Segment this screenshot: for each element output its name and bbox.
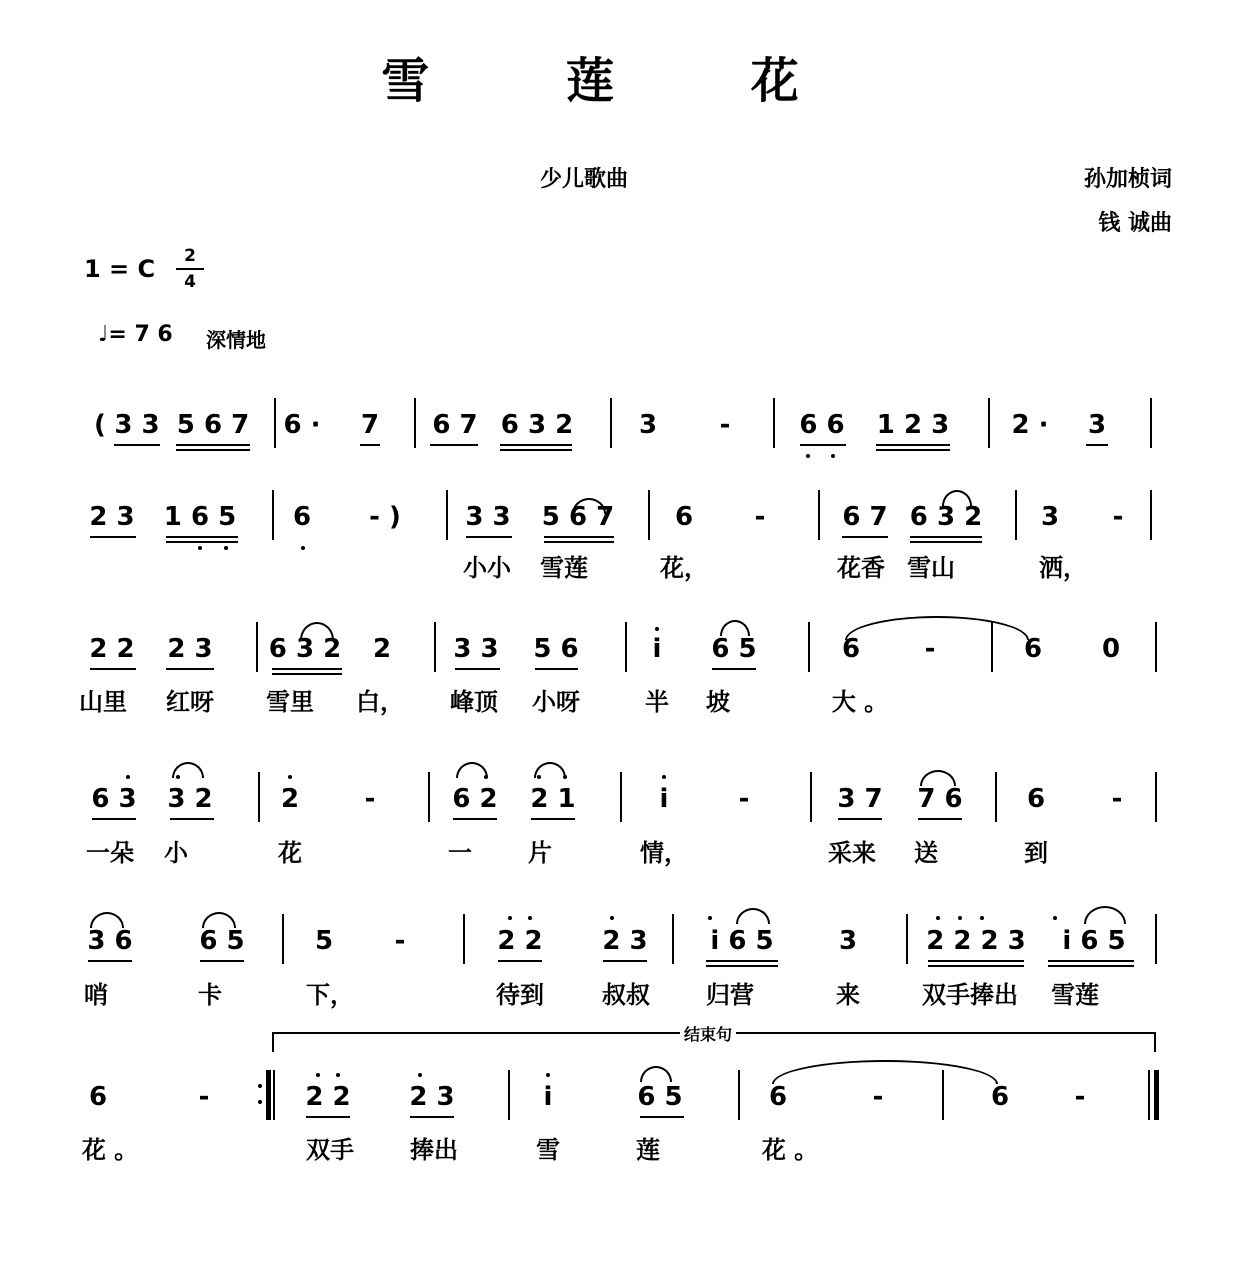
lyric-syllable: 大 。 [831, 688, 889, 716]
lyric-syllable: 来 [836, 981, 860, 1009]
beam-underline [92, 818, 136, 820]
octave-dot [936, 916, 940, 920]
barline [808, 622, 810, 672]
barline [508, 1070, 510, 1120]
lyric-syllable: 红呀 [166, 688, 214, 716]
lyric-syllable: 卡 [198, 981, 222, 1009]
lyric-syllable: 雪山 [907, 554, 955, 582]
octave-dot [288, 775, 292, 779]
note-group: 3 6 [87, 926, 133, 956]
beam-underline [455, 668, 500, 670]
barline [818, 490, 820, 540]
final-barline [1154, 1070, 1159, 1120]
lyric-syllable: 待到 [496, 981, 544, 1009]
note-group: 3 [638, 410, 658, 440]
beam-underline [498, 960, 542, 962]
slur [772, 1060, 998, 1084]
coda-label: 结束句 [680, 1022, 736, 1045]
barline [995, 772, 997, 822]
song-title: 雪 莲 花 [381, 53, 859, 109]
slur [720, 620, 750, 636]
repeat-dot [258, 1100, 262, 1104]
note-group: 2 2 [305, 1082, 351, 1112]
note-group: 6 5 [637, 1082, 683, 1112]
lyric-syllable: 哨 [84, 981, 108, 1009]
final-barline [1148, 1070, 1150, 1120]
note-group: - [394, 926, 406, 956]
octave-dot [610, 916, 614, 920]
barline [272, 490, 274, 540]
note-group: - [1112, 502, 1124, 532]
note-group: 2 [372, 634, 392, 664]
barline [620, 772, 622, 822]
lyric-syllable: 下， [306, 981, 354, 1009]
beam-underline [430, 444, 478, 446]
note-group: 6 · [283, 410, 321, 440]
beam-underline [170, 818, 214, 820]
beam-underline [1086, 444, 1108, 446]
octave-dot [980, 916, 984, 920]
note-group: 2 2 [89, 634, 135, 664]
beam-underline [928, 960, 1024, 962]
note-group: 6 5 [199, 926, 245, 956]
note-group: 2 3 [409, 1082, 455, 1112]
note-group: - [754, 502, 766, 532]
time-sig-top: 2 [184, 246, 196, 266]
beam-underline [166, 668, 214, 670]
beam-underline [90, 536, 136, 538]
octave-dot [336, 1073, 340, 1077]
lyric-syllable: 归营 [706, 981, 754, 1009]
beam-underline [838, 818, 882, 820]
barline [414, 398, 416, 448]
barline [906, 914, 908, 964]
octave-dot [418, 1073, 422, 1077]
octave-dot-low [224, 546, 228, 550]
note-group: 2 1 [530, 784, 576, 814]
note-group: 7 [360, 410, 380, 440]
time-sig-bottom: 4 [184, 272, 196, 292]
lyric-syllable: 莲 [636, 1136, 660, 1164]
note-group: 5 6 7 [176, 410, 250, 440]
note-group: 6 3 [91, 784, 137, 814]
note-group: 3 3 [114, 410, 160, 440]
barline [810, 772, 812, 822]
barline [1150, 490, 1152, 540]
note-group: 6 5 [711, 634, 757, 664]
note-group: 2 2 [497, 926, 543, 956]
note-group: - [924, 634, 936, 664]
barline [1015, 490, 1017, 540]
note-group: 2 3 [167, 634, 213, 664]
beam-underline [176, 449, 250, 451]
barline [258, 772, 260, 822]
lyric-syllable: 捧出 [410, 1136, 458, 1164]
beam-underline [712, 668, 756, 670]
beam-underline [176, 444, 250, 446]
lyric-syllable: 送 [914, 839, 938, 867]
note-group: 6 3 2 [268, 634, 342, 664]
note-group: 6 [1023, 634, 1043, 664]
beam-underline [603, 960, 647, 962]
octave-dot [1053, 916, 1057, 920]
beam-underline [928, 965, 1024, 967]
note-group: 3 3 [465, 502, 511, 532]
octave-dot-low [301, 546, 305, 550]
composer-credit: 钱 诚曲 [1098, 211, 1172, 236]
slur [172, 762, 204, 778]
slur [640, 1066, 672, 1082]
lyric-syllable: 雪莲 [1051, 981, 1099, 1009]
barline [446, 490, 448, 540]
note-group: 6 3 2 [909, 502, 983, 532]
lyric-syllable: 片 [528, 839, 552, 867]
note-group: - [738, 784, 750, 814]
note-group: 6 3 2 [500, 410, 574, 440]
lyric-syllable: 山里 [79, 688, 127, 716]
note-group: 2 · [1011, 410, 1049, 440]
lyric-syllable: 叔叔 [602, 981, 650, 1009]
octave-dot-low [831, 454, 835, 458]
octave-dot [958, 916, 962, 920]
lyric-syllable: 情， [640, 839, 688, 867]
beam-underline [1048, 960, 1134, 962]
octave-dot [655, 627, 659, 631]
lyric-syllable: 雪莲 [540, 554, 588, 582]
octave-dot [316, 1073, 320, 1077]
barline [988, 398, 990, 448]
lyric-syllable: 小呀 [532, 688, 580, 716]
lyric-syllable: 雪 [536, 1136, 560, 1164]
note-group: i 6 5 [710, 926, 774, 956]
note-group: 1 6 5 [163, 502, 237, 532]
lyric-syllable: 雪里 [266, 688, 314, 716]
lyric-syllable: 一朵 [86, 839, 134, 867]
beam-underline [876, 444, 950, 446]
note-group: 5 6 7 [541, 502, 615, 532]
beam-underline [800, 444, 846, 446]
barline [738, 1070, 740, 1120]
beam-underline [544, 536, 614, 538]
slur [534, 762, 566, 778]
beam-underline [166, 536, 238, 538]
barline [773, 398, 775, 448]
beam-underline [544, 541, 614, 543]
octave-dot [126, 775, 130, 779]
note-group: - [364, 784, 376, 814]
slur [845, 616, 1029, 640]
barline [610, 398, 612, 448]
barline [1155, 622, 1157, 672]
beam-underline [500, 444, 572, 446]
beam-underline [200, 960, 244, 962]
lyric-syllable: 洒， [1039, 554, 1087, 582]
note-group: 6 [1026, 784, 1046, 814]
lyric-syllable: 双手捧出 [922, 981, 1018, 1009]
lyric-syllable: 花 [278, 839, 302, 867]
key-signature: 1 = C [84, 255, 156, 283]
slur [456, 762, 488, 778]
octave-dot [528, 916, 532, 920]
barline [274, 398, 276, 448]
song-subtitle: 少儿歌曲 [540, 167, 629, 192]
barline [625, 622, 627, 672]
barline [1150, 398, 1152, 448]
beam-underline [706, 965, 778, 967]
beam-underline [640, 1116, 684, 1118]
beam-underline [272, 668, 342, 670]
lyric-syllable: 到 [1024, 839, 1048, 867]
lyric-syllable: 坡 [706, 688, 730, 716]
note-group: - [719, 410, 731, 440]
slur [572, 498, 606, 514]
note-group: i [652, 634, 662, 664]
beam-underline [360, 444, 380, 446]
beam-underline [306, 1116, 350, 1118]
note-group: 2 3 [602, 926, 648, 956]
repeat-dot [258, 1084, 262, 1088]
note-group: 2 2 2 3 [926, 926, 1026, 956]
beam-underline [88, 960, 132, 962]
note-group: 3 [1087, 410, 1107, 440]
note-group: i [659, 784, 669, 814]
beam-underline [918, 818, 962, 820]
lyric-syllable: 小 [164, 839, 188, 867]
beam-underline [531, 818, 575, 820]
octave-dot [662, 775, 666, 779]
note-group: 3 [1040, 502, 1060, 532]
beam-underline [166, 541, 238, 543]
time-signature [176, 246, 204, 292]
barline [463, 914, 465, 964]
lyric-syllable: 花 。 [81, 1136, 139, 1164]
barline [1155, 772, 1157, 822]
barline [1155, 914, 1157, 964]
note-group: 2 [280, 784, 300, 814]
octave-dot-low [806, 454, 810, 458]
barline [648, 490, 650, 540]
octave-dot [508, 916, 512, 920]
note-group: - [1111, 784, 1123, 814]
note-group: 1 2 3 [876, 410, 950, 440]
slur [90, 912, 124, 928]
repeat-barline [273, 1070, 275, 1120]
barline [428, 772, 430, 822]
beam-underline [1048, 965, 1134, 967]
barline [434, 622, 436, 672]
expression-marking: 深情地 [206, 328, 266, 352]
note-group: 3 2 [167, 784, 213, 814]
note-group: 7 6 [917, 784, 963, 814]
slur [202, 912, 236, 928]
note-group: - ) [369, 502, 401, 532]
beam-underline [500, 449, 572, 451]
octave-dot [708, 916, 712, 920]
beam-underline [910, 536, 982, 538]
note-group: - [198, 1082, 210, 1112]
note-group: 2 3 [89, 502, 135, 532]
barline [672, 914, 674, 964]
barline [282, 914, 284, 964]
lyric-syllable: 小小 [463, 554, 511, 582]
slur [300, 622, 334, 640]
slur [1084, 906, 1126, 924]
note-group: 6 7 [842, 502, 888, 532]
note-group: 5 6 [533, 634, 579, 664]
beam-underline [466, 536, 512, 538]
note-group: - [872, 1082, 884, 1112]
lyric-syllable: 花 。 [761, 1136, 819, 1164]
beam-underline [114, 444, 160, 446]
note-group: 6 [841, 634, 861, 664]
note-group: ( [94, 410, 106, 440]
beam-underline [876, 449, 950, 451]
beam-underline [453, 818, 497, 820]
note-group: 3 [838, 926, 858, 956]
lyric-syllable: 半 [645, 688, 669, 716]
lyric-syllable: 白， [356, 688, 404, 716]
lyric-syllable: 双手 [306, 1136, 354, 1164]
note-group: 3 7 [837, 784, 883, 814]
octave-dot-low [198, 546, 202, 550]
barline [256, 622, 258, 672]
note-group: 6 7 [432, 410, 478, 440]
note-group: 3 3 [453, 634, 499, 664]
lyricist-credit: 孙加桢词 [1083, 167, 1172, 192]
slur [942, 490, 972, 506]
note-group: 6 2 [452, 784, 498, 814]
tempo-marking: ♩= 7 6 [98, 322, 173, 347]
beam-underline [410, 1116, 454, 1118]
lyric-syllable: 一 [448, 839, 472, 867]
note-group: 0 [1101, 634, 1121, 664]
lyric-syllable: 采来 [828, 839, 876, 867]
octave-dot [546, 1073, 550, 1077]
note-group: 5 [314, 926, 334, 956]
note-group: 6 6 [799, 410, 845, 440]
beam-underline [535, 668, 578, 670]
note-group: 6 [674, 502, 694, 532]
beam-underline [272, 673, 342, 675]
note-group: i 6 5 [1062, 926, 1126, 956]
note-group: 6 [768, 1082, 788, 1112]
lyric-syllable: 花， [660, 554, 708, 582]
note-group: i [543, 1082, 553, 1112]
repeat-barline [266, 1070, 271, 1120]
note-group: 6 [990, 1082, 1010, 1112]
beam-underline [90, 668, 136, 670]
slur [736, 908, 770, 924]
lyric-syllable: 花香 [837, 554, 885, 582]
slur [920, 770, 956, 786]
beam-underline [842, 536, 888, 538]
note-group: - [1074, 1082, 1086, 1112]
beam-underline [706, 960, 778, 962]
note-group: 6 [88, 1082, 108, 1112]
beam-underline [910, 541, 982, 543]
note-group: 6 [292, 502, 312, 532]
lyric-syllable: 峰顶 [450, 688, 498, 716]
